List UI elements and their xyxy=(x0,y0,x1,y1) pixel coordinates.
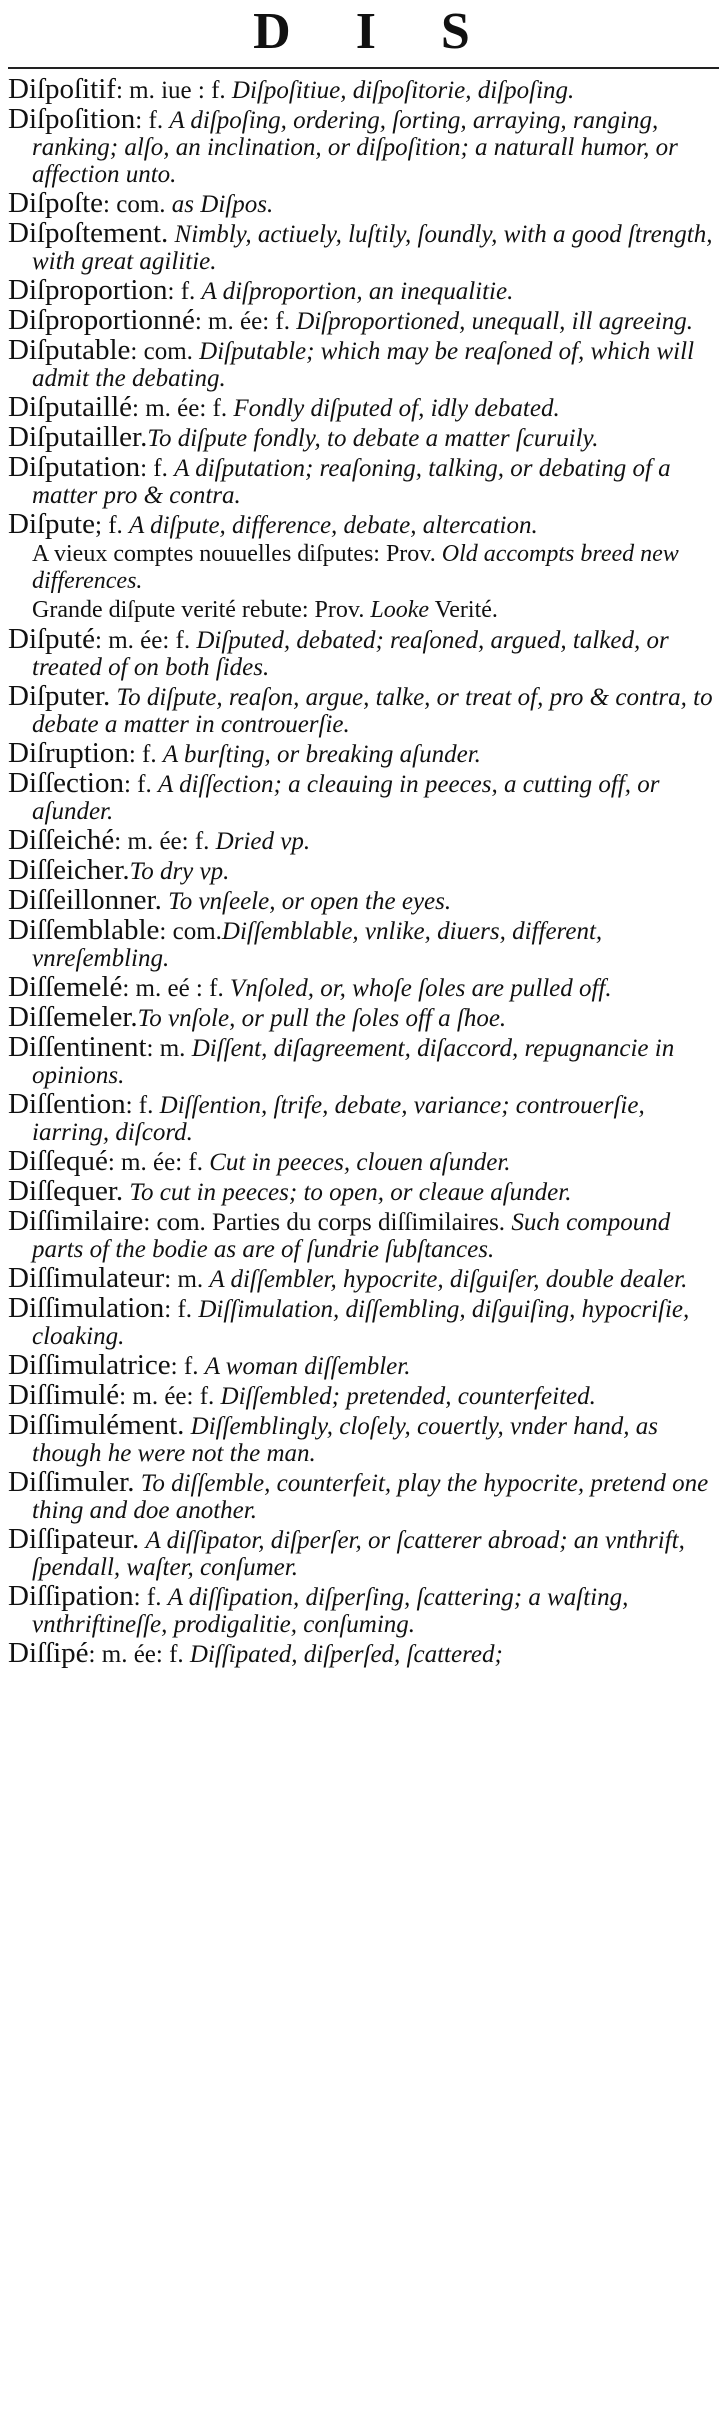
dictionary-entry xyxy=(8,73,713,105)
definition: Diſputed, debated; reaſoned, argued, talked, or treated of on both ſides. xyxy=(32,627,669,681)
grammar: : f. xyxy=(125,1092,154,1119)
grammar: : m. ée: f. xyxy=(107,1149,203,1176)
headword: Diſſequé xyxy=(8,1145,108,1177)
definition: Vnſoled, or, whoſe ſoles are pulled off. xyxy=(229,975,612,1002)
definition: To diſpute fondly, to debate a matter ſcuruily. xyxy=(147,425,599,452)
definition: Diſſent, diſagreement, diſaccord, repugnancie in opinions. xyxy=(32,1035,675,1089)
definition: Diſſemblingly, cloſely, couertly, vnder hand, as though he were not the man. xyxy=(32,1413,658,1467)
definition: A diſputation; reaſoning, talking, or debating of a matter pro & contra. xyxy=(32,455,671,509)
definition: Diſputable; which may be reaſoned of, which will admit the debating. xyxy=(32,338,695,392)
grammar: : com. xyxy=(159,918,222,945)
headword: Diſſimulateur xyxy=(8,1262,165,1294)
definition: Diſſimulation, diſſembling, diſguiſing, hypocriſie, cloaking. xyxy=(32,1296,690,1350)
headword: Diſputaillé xyxy=(8,391,133,423)
definition: A diſſection; a cleauing in peeces, a cutting off, or aſunder. xyxy=(32,771,660,825)
definition: as Diſpos. xyxy=(171,191,274,218)
proverb-english: Old accompts breed new differences. xyxy=(32,541,679,594)
proverb-french: Grande diſpute verité rebute: Prov. xyxy=(32,597,365,623)
cross-reference: Verité. xyxy=(434,597,498,623)
headword: Diſſemblable xyxy=(8,914,160,946)
definition: To diſſemble, counterfeit, play the hypocrite, pretend one thing and doe another. xyxy=(32,1470,709,1524)
grammar: : com. xyxy=(130,338,193,365)
headword: Diſputation xyxy=(8,451,141,483)
headword: Diſſection xyxy=(8,767,124,799)
proverb-french: A vieux comptes nouuelles diſputes: Prov. xyxy=(32,541,436,567)
dictionary-entry xyxy=(8,1379,713,1411)
dictionary-entry xyxy=(8,274,713,306)
definition: Diſſipated, diſperſed, ſcattered; xyxy=(189,1641,503,1668)
page-title: D I S xyxy=(253,3,496,60)
grammar: : f. xyxy=(140,455,168,482)
dictionary-entry xyxy=(8,623,713,681)
proverb-english: Looke xyxy=(370,597,429,623)
dictionary-entry xyxy=(8,1001,713,1033)
grammar: : m. ée: f. xyxy=(95,627,191,654)
definition: A diſpute, difference, debate, altercation. xyxy=(129,512,538,539)
grammar: : f. xyxy=(164,1296,193,1323)
grammar: : m. iue : f. xyxy=(115,77,226,104)
grammar: : f. xyxy=(123,771,152,798)
definition: Diſſention, ſtrife, debate, variance; controuerſie, iarring, diſcord. xyxy=(32,1092,645,1146)
grammar: : m. xyxy=(164,1266,204,1293)
definition: To vnſole, or pull the ſoles off a ſhoe. xyxy=(137,1005,507,1032)
dictionary-entry xyxy=(8,187,713,219)
grammar: : m. ée: f. xyxy=(132,395,228,422)
dictionary-entry xyxy=(8,421,713,453)
headword: Diſſention xyxy=(8,1088,126,1120)
dictionary-entry xyxy=(8,1523,713,1581)
headword: Diſputé xyxy=(8,623,95,655)
definition: Dried vp. xyxy=(215,828,311,855)
definition: Cut in peeces, clouen aſunder. xyxy=(209,1149,511,1176)
definition: A diſſembler, hypocrite, diſguiſer, double dealer. xyxy=(209,1266,688,1293)
headword: Diſſimulé xyxy=(8,1379,120,1411)
proverb-subentry xyxy=(8,597,713,624)
dictionary-entry xyxy=(8,304,713,336)
dictionary-entry xyxy=(8,737,713,769)
definition: A diſſipation, diſperſing, ſcattering; a waſting, vnthriftineſſe, prodigalitie, conſuming. xyxy=(32,1584,629,1638)
definition: Diſſemblable, vnlike, diuers, different, vnreſembling. xyxy=(32,918,603,972)
dictionary-entry xyxy=(8,1637,713,1669)
definition: To vnſeele, or open the eyes. xyxy=(168,888,452,915)
dictionary-entry xyxy=(8,217,713,275)
headword: Diſſipé xyxy=(8,1637,89,1669)
headword: Diſproportionné xyxy=(8,304,195,336)
grammar: : m. eé : f. xyxy=(122,975,224,1002)
grammar: ; f. xyxy=(95,512,123,539)
definition: Diſſembled; pretended, counterfeited. xyxy=(220,1383,596,1410)
definition: Such compound parts of the bodie as are of ſundrie ſubſtances. xyxy=(32,1209,671,1263)
definition: A diſpoſing, ordering, ſorting, arraying, ranging, ranking; alſo, an inclination, or diſpoſition; a naturall humor, or affection unto. xyxy=(32,107,678,188)
definition: Fondly diſputed of, idly debated. xyxy=(233,395,560,422)
headword: Diſputailler. xyxy=(8,421,148,453)
headword: Diſſemelé xyxy=(8,971,123,1003)
headword: Diſſentinent xyxy=(8,1031,147,1063)
headword: Diſpoſtement. xyxy=(8,217,169,249)
grammar: : m. ée: f. xyxy=(194,308,290,335)
dictionary-entry xyxy=(8,103,713,188)
dictionary-entry xyxy=(8,1580,713,1638)
dictionary-entry xyxy=(8,508,713,540)
definition: To dry vp. xyxy=(129,858,230,885)
headword: Diſputable xyxy=(8,334,131,366)
dictionary-entry xyxy=(8,1175,713,1207)
dictionary-entry xyxy=(8,1292,713,1350)
dictionary-entry xyxy=(8,1466,713,1524)
dictionary-entry xyxy=(8,451,713,509)
dictionary-entry xyxy=(8,971,713,1003)
headword: Diſſeicher. xyxy=(8,854,130,886)
grammar: : m. ée: f. xyxy=(88,1641,184,1668)
dictionary-entry xyxy=(8,1349,713,1381)
dictionary-entry xyxy=(8,1031,713,1089)
definition: A diſſipator, diſperſer, or ſcatterer abroad; an vnthrift, ſpendall, waſter, conſumer. xyxy=(32,1527,685,1581)
headword: Diſſimilaire xyxy=(8,1205,144,1237)
dictionary-entry xyxy=(8,1145,713,1177)
headword: Diſſimulation xyxy=(8,1292,165,1324)
headword: Diſſeiché xyxy=(8,824,115,856)
dictionary-entry xyxy=(8,1262,713,1294)
headword: Diſſeillonner. xyxy=(8,884,162,916)
headword: Diſſipateur. xyxy=(8,1523,140,1555)
grammar: : m. ée: f. xyxy=(119,1383,215,1410)
definition: A diſproportion, an inequalitie. xyxy=(201,278,514,305)
definition: A burſting, or breaking aſunder. xyxy=(162,741,481,768)
headword: Diſputer. xyxy=(8,680,111,712)
dictionary-entry xyxy=(8,824,713,856)
headword: Diſpoſition xyxy=(8,103,136,135)
dictionary-entry xyxy=(8,914,713,972)
definition: Diſpoſitiue, diſpoſitorie, diſpoſing. xyxy=(231,77,575,104)
grammar: : f. xyxy=(167,278,196,305)
dictionary-entry xyxy=(8,680,713,738)
grammar: : f. xyxy=(128,741,157,768)
headword: Diſſemeler. xyxy=(8,1001,138,1033)
grammar: : m. xyxy=(146,1035,186,1062)
dictionary-entry xyxy=(8,1409,713,1467)
headword: Diſpute xyxy=(8,508,95,540)
headword: Diſſimuler. xyxy=(8,1466,135,1498)
proverb-subentry xyxy=(8,541,713,595)
definition: Diſproportioned, unequall, ill agreeing. xyxy=(296,308,693,335)
dictionary-entry xyxy=(8,767,713,825)
definition: To cut in peeces; to open, or cleaue aſunder. xyxy=(129,1179,572,1206)
headword: Diſſimulément. xyxy=(8,1409,185,1441)
definition: To diſpute, reaſon, argue, talke, or treat of, pro & contra, to debate a matter in controuerſie. xyxy=(32,684,713,738)
dictionary-entry xyxy=(8,854,713,886)
headword: Diſpoſitif xyxy=(8,73,116,105)
dictionary-entry xyxy=(8,1088,713,1146)
grammar: : com. xyxy=(103,191,166,218)
grammar: : m. ée: f. xyxy=(114,828,210,855)
header-rule xyxy=(8,67,719,69)
grammar: : f. xyxy=(170,1353,199,1380)
grammar: : com. Parties du corps diſſimilaires. xyxy=(143,1209,506,1236)
headword: Diſpoſte xyxy=(8,187,104,219)
dictionary-entry xyxy=(8,884,713,916)
headword: Diſſequer. xyxy=(8,1175,124,1207)
dictionary-entry xyxy=(8,391,713,423)
grammar: : f. xyxy=(133,1584,162,1611)
dictionary-entry xyxy=(8,1205,713,1263)
headword: Diſſimulatrice xyxy=(8,1349,171,1381)
entry-list xyxy=(8,73,713,1670)
headword: Diſruption xyxy=(8,737,129,769)
dictionary-entry xyxy=(8,334,713,392)
headword: Diſſipation xyxy=(8,1580,134,1612)
definition: A woman diſſembler. xyxy=(204,1353,411,1380)
grammar: : f. xyxy=(135,107,164,134)
definition: Nimbly, actiuely, luſtily, ſoundly, with a good ſtrength, with great agilitie. xyxy=(32,221,713,275)
headword: Diſproportion xyxy=(8,274,168,306)
